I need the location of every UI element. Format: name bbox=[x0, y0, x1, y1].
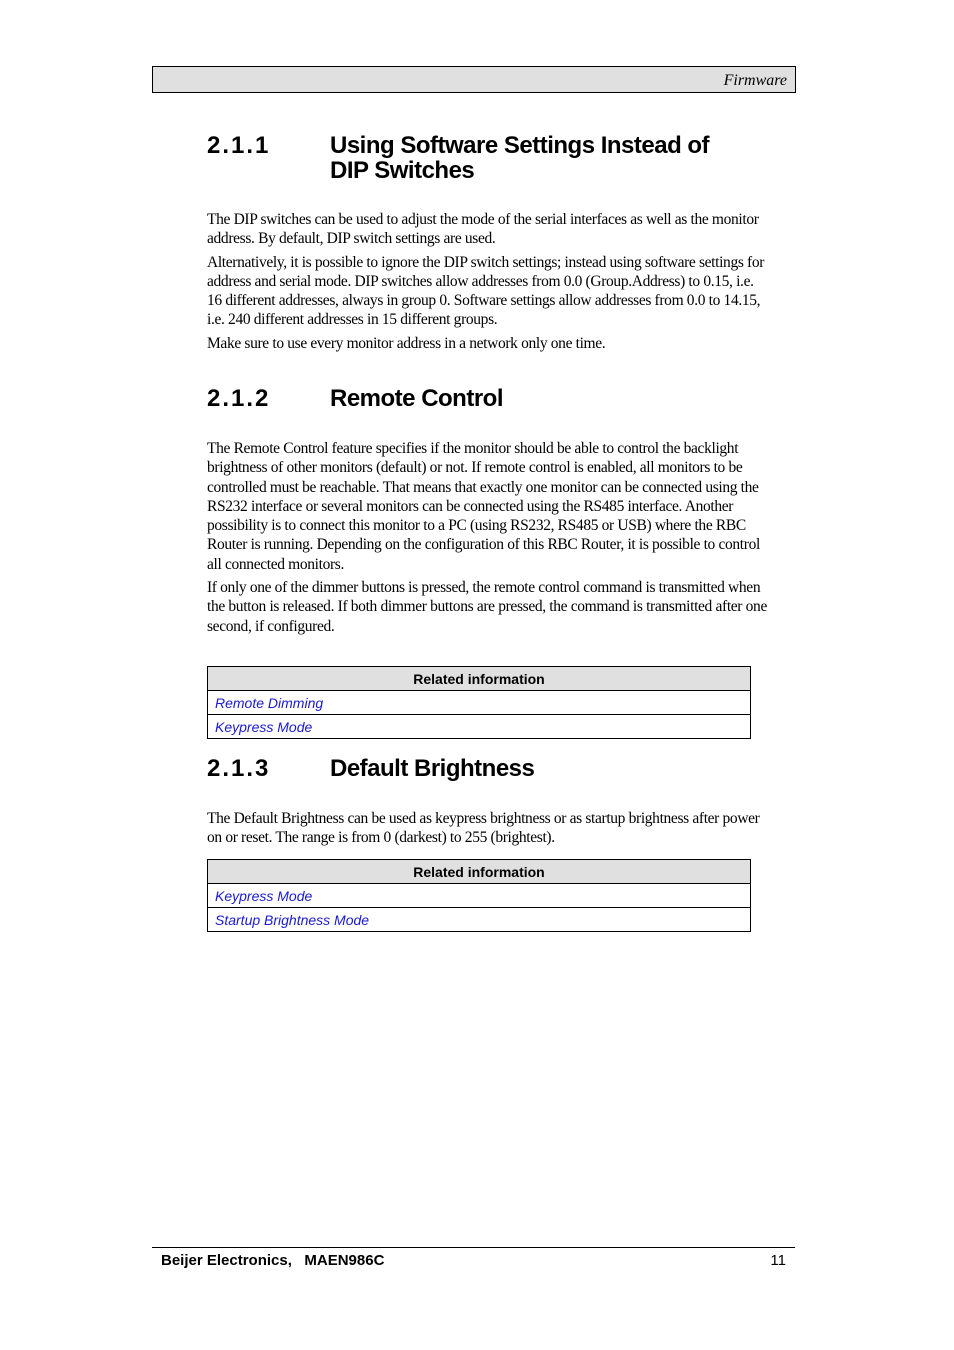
paragraph: The Remote Control feature specifies if the monitor should be able to control the backlight brightness of other monitors (default) or not. If remote control is enabled, all monitors to be controlled must be reachable. That means that exactly one monitor can be connected using the RS232 interface or several monitors can be connected using the RS485 interface. Another possibility is to connect this monitor to a PC (using RS232, RS485 or USB) where the RBC Router is running. Depending on the configuration of this RBC Router, it is possible to control all connected monitors. bbox=[207, 440, 760, 573]
header-title: Firmware bbox=[723, 72, 787, 89]
paragraph: The Default Brightness can be used as keypress brightness or as startup brightness after power on or reset. The range is from 0 (darkest) to 255 (brightest). bbox=[207, 810, 760, 847]
related-link-remote-dimming[interactable]: Remote Dimming bbox=[215, 694, 324, 711]
section-number: 2.1.2 bbox=[207, 385, 271, 412]
page-number: 11 bbox=[770, 1252, 786, 1269]
section-2-1-1 bbox=[207, 133, 767, 357]
related-information-table bbox=[207, 666, 751, 739]
section-title-line-1: Using Software Settings Instead of bbox=[330, 132, 710, 159]
related-information-header: Related information bbox=[208, 667, 751, 691]
running-header bbox=[152, 66, 796, 93]
paragraph: If only one of the dimmer buttons is pressed, the remote control command is transmitted when the button is released. If both dimmer buttons are pressed, the command is transmitted after one second, if configured. bbox=[207, 579, 767, 635]
paragraph: Make sure to use every monitor address in a network only one time. bbox=[207, 334, 606, 352]
section-number: 2.1.1 bbox=[207, 132, 271, 159]
section-title: Remote Control bbox=[330, 385, 503, 412]
section-number: 2.1.3 bbox=[207, 755, 271, 782]
section-2-1-3 bbox=[207, 756, 767, 852]
section-heading bbox=[207, 756, 767, 781]
footer-company-document: Beijer Electronics, MAEN986C bbox=[161, 1252, 385, 1269]
section-heading bbox=[207, 133, 767, 183]
related-information-header: Related information bbox=[208, 860, 751, 884]
section-title: Default Brightness bbox=[330, 755, 535, 782]
paragraph: The DIP switches can be used to adjust the mode of the serial interfaces as well as the monitor address. By default, DIP switch settings are used. bbox=[207, 211, 759, 248]
section-2-1-2 bbox=[207, 386, 767, 640]
related-information-table bbox=[207, 859, 751, 932]
section-heading bbox=[207, 386, 767, 411]
related-link-keypress-mode[interactable]: Keypress Mode bbox=[215, 718, 313, 735]
related-link-keypress-mode[interactable]: Keypress Mode bbox=[215, 887, 313, 904]
paragraph: Alternatively, it is possible to ignore the DIP switch settings; instead using software settings for address and serial mode. DIP switches allow addresses from 0.0 (Group.Address) to 0.15, i.e. 16 different addresses, always in group 0. Software settings allow addresses from 0.0 to 14.15, i.e. 240 different addresses in 15 different groups. bbox=[207, 253, 765, 329]
related-link-startup-brightness-mode[interactable]: Startup Brightness Mode bbox=[215, 911, 370, 928]
section-title-line-2: DIP Switches bbox=[330, 157, 475, 184]
footer-divider bbox=[152, 1247, 795, 1248]
